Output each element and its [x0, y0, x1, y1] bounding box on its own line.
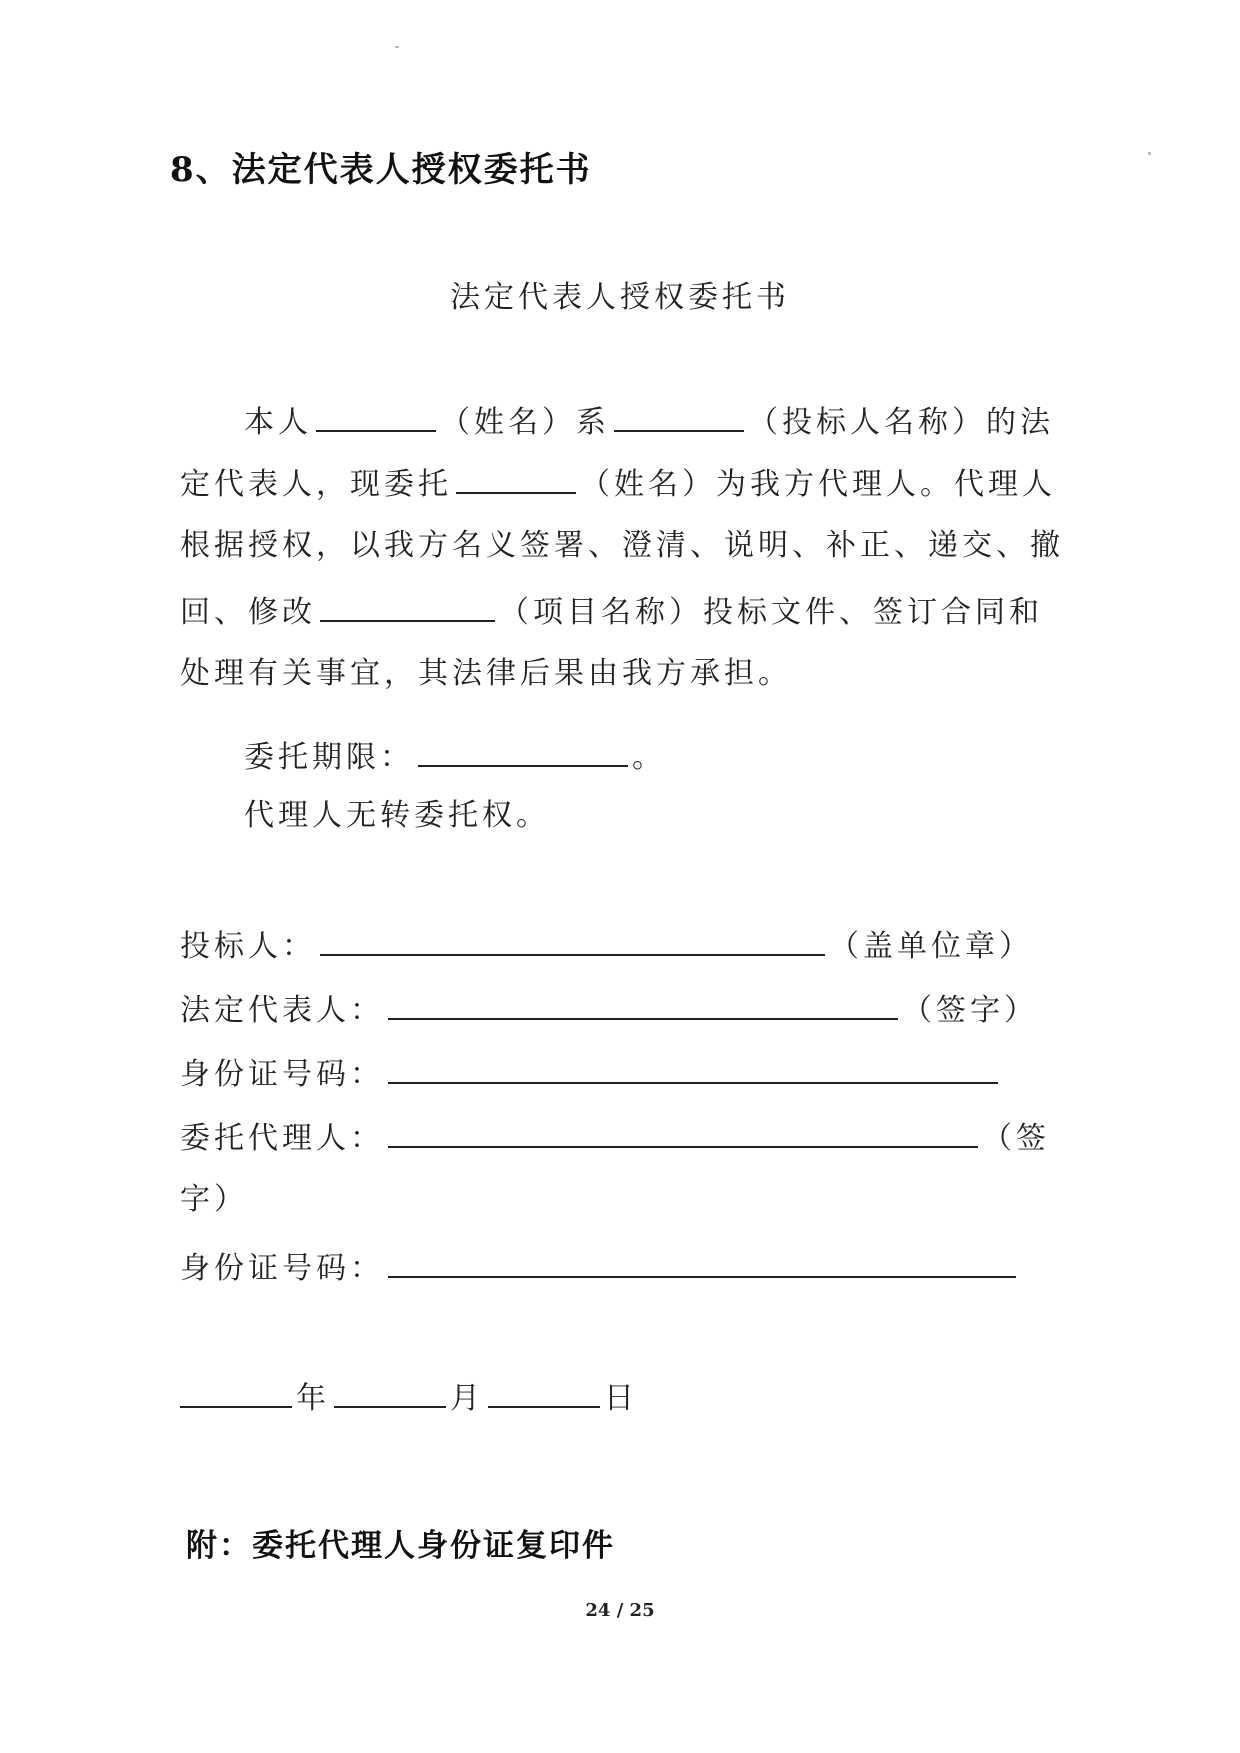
body-text: （姓名）为我方代理人。代理人 [580, 467, 1056, 502]
section-heading: 8、法定代表人授权委托书 [170, 150, 592, 190]
name-blank[interactable] [316, 400, 436, 432]
scan-speck [1148, 152, 1151, 155]
bidder-blank[interactable] [320, 924, 825, 956]
bidder-name-blank[interactable] [614, 400, 744, 432]
agent-note: （签 [982, 1121, 1050, 1156]
no-transfer-line: 代理人无转委托权。 [244, 798, 550, 833]
attachment-note: 附：委托代理人身份证复印件 [186, 1528, 615, 1564]
body-text: 回、修改 [180, 595, 316, 630]
id-label: 身份证号码： [180, 1057, 384, 1092]
id-number-blank-2[interactable] [388, 1246, 1016, 1278]
month-blank[interactable] [334, 1376, 446, 1408]
agent-blank[interactable] [388, 1116, 978, 1148]
body-text: （项目名称）投标文件、签订合同和 [499, 595, 1043, 630]
scan-speck [395, 46, 399, 48]
legal-rep-note: （签字） [902, 993, 1038, 1028]
date-line [180, 1376, 638, 1419]
bidder-note: （盖单位章） [829, 929, 1033, 964]
year-blank[interactable] [180, 1376, 292, 1408]
page-number: 24 / 25 [585, 1600, 655, 1621]
document-title: 法定代表人授权委托书 [450, 280, 790, 315]
body-line-4 [180, 590, 1043, 633]
body-line-2 [180, 462, 1056, 505]
term-label: 委托期限： [244, 740, 414, 775]
legal-rep-line [180, 988, 1038, 1031]
project-name-blank[interactable] [320, 590, 495, 622]
id-number-line-1 [180, 1052, 1002, 1095]
legal-rep-blank[interactable] [388, 988, 898, 1020]
day-label: 日 [604, 1381, 638, 1416]
body-text: （投标人名称）的法 [748, 405, 1054, 440]
bidder-label: 投标人： [180, 929, 316, 964]
term-line [244, 735, 666, 778]
body-text: 定代表人，现委托 [180, 467, 452, 502]
body-line-5: 处理有关事宜，其法律后果由我方承担。 [180, 656, 792, 691]
bidder-line [180, 924, 1033, 967]
year-label: 年 [296, 1381, 330, 1416]
month-label: 月 [450, 1381, 484, 1416]
body-line-3: 根据授权，以我方名义签署、澄清、说明、补正、递交、撤 [180, 528, 1064, 563]
agent-label: 委托代理人： [180, 1121, 384, 1156]
agent-name-blank[interactable] [456, 462, 576, 494]
body-text: （姓名）系 [440, 405, 610, 440]
id-number-line-2 [180, 1246, 1020, 1289]
id-label: 身份证号码： [180, 1251, 384, 1286]
legal-rep-label: 法定代表人： [180, 993, 384, 1028]
body-line-1 [244, 400, 1054, 443]
id-number-blank-1[interactable] [388, 1052, 998, 1084]
body-text: 本人 [244, 405, 312, 440]
body-text: 。 [632, 740, 666, 775]
term-blank[interactable] [418, 735, 628, 767]
day-blank[interactable] [488, 1376, 600, 1408]
agent-line [180, 1116, 1050, 1159]
agent-note-cont: 字） [180, 1182, 248, 1217]
